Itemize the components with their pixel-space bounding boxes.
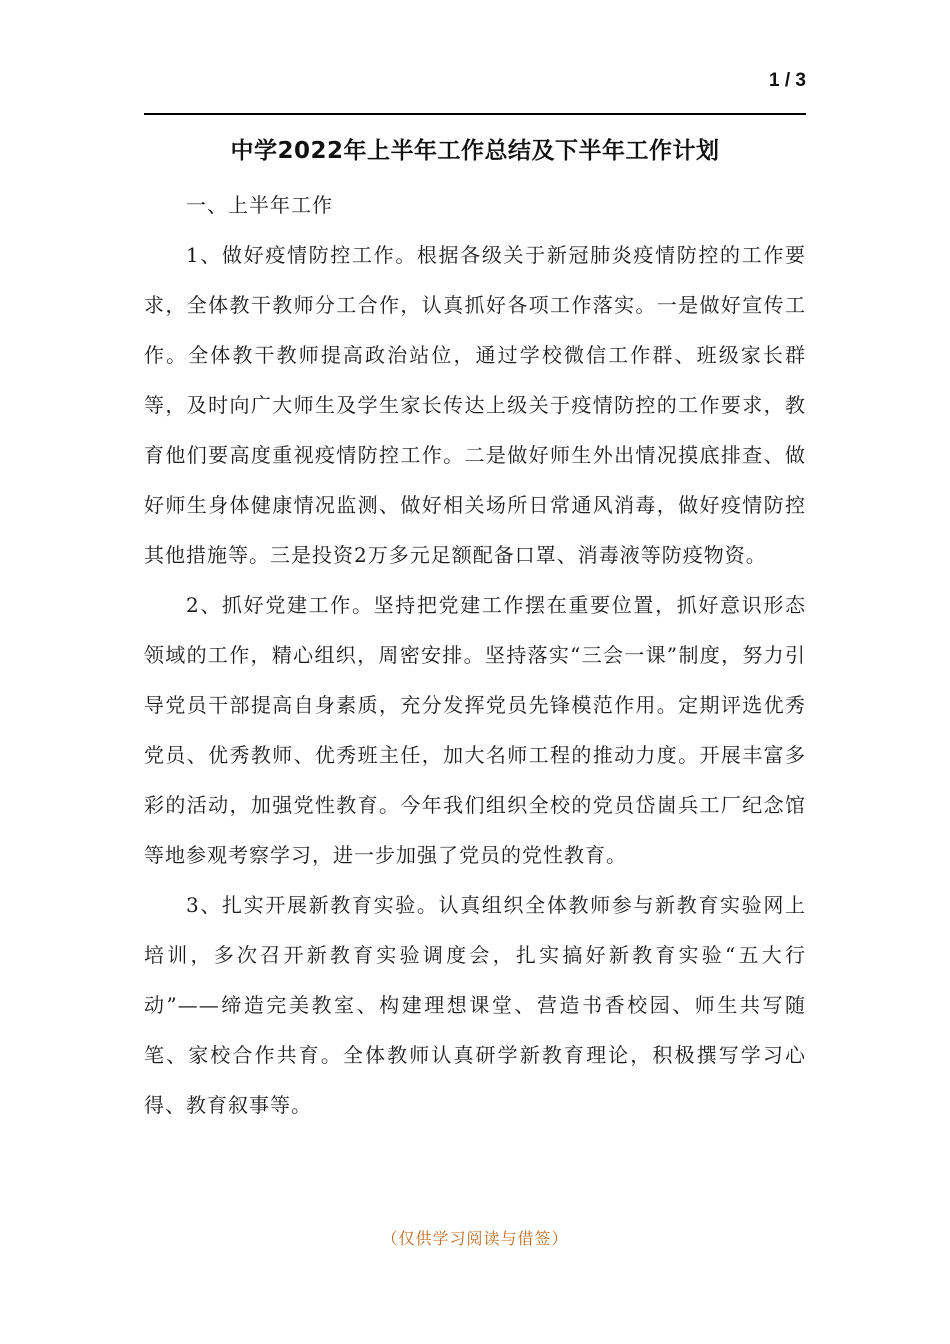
paragraph-party-building: 2、抓好党建工作。坚持把党建工作摆在重要位置，抓好意识形态领域的工作，精心组织，周密安排。坚持落实“三会一课”制度，努力引导党员干部提高自身素质，充分发挥党员先锋模范作用。定期评选优秀党员、优秀教师、优秀班主任，加大名师工程的推动力度。开展丰富多彩的活动，加强党性教育。今年我们组织全校的党员岱崮兵工厂纪念馆等地参观考察学习，进一步加强了党员的党性教育。 (144, 593, 806, 867)
footer-note: （仅供学习阅读与借签） (381, 1229, 569, 1248)
header-divider (144, 113, 806, 115)
page-number: 1 / 3 (769, 70, 806, 91)
section-heading: 一、上半年工作 (186, 193, 333, 217)
paragraph-epidemic-prevention: 1、做好疫情防控工作。根据各级关于新冠肺炎疫情防控的工作要求，全体教干教师分工合作，认真抓好各项工作落实。一是做好宣传工作。全体教干教师提高政治站位，通过学校微信工作群、班级家长群等，及时向广大师生及学生家长传达上级关于疫情防控的工作要求，教育他们要高度重视疫情防控工作。二是做好师生外出情况摸底排查、做好师生身体健康情况监测、做好相关场所日常通风消毒，做好疫情防控其他措施等。三是投资2万多元足额配备口罩、消毒液等防疫物资。 (144, 243, 806, 567)
document-title: 中学2022年上半年工作总结及下半年工作计划 (230, 138, 720, 164)
paragraph-new-education-experiment: 3、扎实开展新教育实验。认真组织全体教师参与新教育实验网上培训，多次召开新教育实验调度会，扎实搞好新教育实验“五大行动”——缔造完美教室、构建理想课堂、营造书香校园、师生共写随笔、家校合作共育。全体教师认真研学新教育理论，积极撰写学习心得、教育叙事等。 (144, 893, 806, 1117)
document-body (144, 180, 806, 1130)
